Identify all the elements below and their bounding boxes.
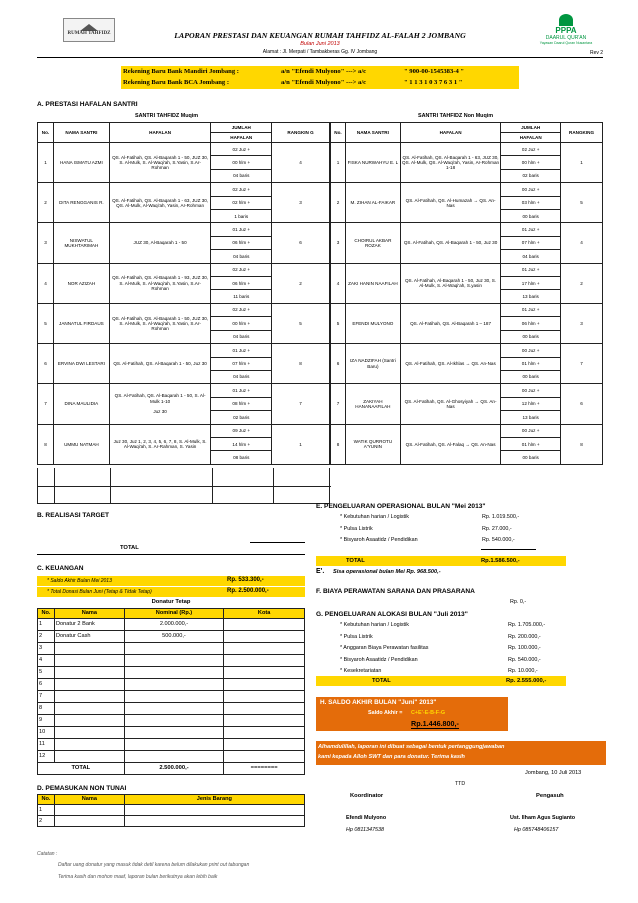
donatur-nominal: 500.000,- xyxy=(124,631,224,643)
pemasukan-non-tunai-table xyxy=(37,794,305,827)
expense-label: * Pulsa Listrik xyxy=(340,633,373,640)
pengasuh-name: Ust. Ilham Agus Sugianto xyxy=(510,815,576,821)
santri-no: 6 xyxy=(38,344,54,384)
col-no: No. xyxy=(38,795,55,805)
santri-name: JANNATUL FIRDAUS xyxy=(53,303,109,343)
santri-hafalan: JUZ 30, Al-Baqarah 1 - 50 xyxy=(109,223,211,263)
santri-jumlah: 08 hlm + xyxy=(211,397,272,410)
donatur-kota xyxy=(224,751,305,763)
table-row xyxy=(331,344,603,357)
santri-name: DITA RENGGANIS R. xyxy=(53,183,109,223)
santri-jumlah: 1 baris xyxy=(211,210,272,223)
santri-jumlah: 07 hlm + xyxy=(501,236,561,249)
donatur-nama xyxy=(54,643,124,655)
santri-jumlah: 01 Juz + xyxy=(501,303,561,316)
santri-jumlah: 00 Juz + xyxy=(501,183,561,196)
col-jumlah: JUMLAH xyxy=(501,123,561,133)
santri-jumlah: 00 baris xyxy=(501,451,561,464)
header-line xyxy=(37,57,603,58)
col-no: No. xyxy=(331,123,346,143)
closing-message-box: Alhamdulillah, laporan ini dibuat sebagai bentuk pertanggungjawaban kami kepada Alloh SWT dan para donatur. Terima kasih xyxy=(316,741,606,765)
table-row xyxy=(38,631,305,643)
bank1-name: a/n "Efendi Mulyono" ---> a/c xyxy=(281,68,367,75)
expense-label: * Bisyaroh Asaatidz / Pendidikan xyxy=(340,656,418,663)
table-row xyxy=(331,424,603,437)
section-f-value: Rp. 0,- xyxy=(510,599,527,605)
expense-label: * Anggaran Biaya Perawatan fasilitas xyxy=(340,645,429,651)
donatur-nominal xyxy=(124,751,224,763)
santri-no: 3 xyxy=(38,223,54,263)
bank1-account: " 900-00-1545383-4 " xyxy=(404,68,465,75)
donatur-kota xyxy=(224,631,305,643)
donatur-no: 10 xyxy=(38,727,55,739)
santri-jumlah: 14 hlm + xyxy=(211,437,272,450)
donatur-nominal xyxy=(124,643,224,655)
pengasuh-role: Pengasuh xyxy=(536,793,564,799)
col-ranking: RANGKING xyxy=(561,123,603,143)
section-g-title: G. PENGELUARAN ALOKASI BULAN "Juli 2013" xyxy=(316,611,468,618)
sisa-operasional: Sisa operasional bulan Mei Rp. 968.500,- xyxy=(333,569,441,575)
santri-name: CHOIRUL AKBAR ROZAK xyxy=(345,223,400,263)
santri-jumlah: 01 Juz + xyxy=(501,263,561,276)
table-row xyxy=(38,715,305,727)
table-row xyxy=(331,263,603,276)
santri-hafalan: QS. Al-Fatihah, QS. Al-Falaq → QS. An-Nas xyxy=(400,424,500,464)
donatur-no: 5 xyxy=(38,667,55,679)
expense-label: * Kesekretariatan xyxy=(340,668,382,674)
table-row xyxy=(331,303,603,316)
section-e-total-row: TOTAL Rp.1.586.500,- xyxy=(316,556,566,566)
table-row xyxy=(38,727,305,739)
santri-jumlah: 00 baris xyxy=(501,210,561,223)
donatur-kota xyxy=(224,643,305,655)
donatur-nama: Donatur Cash xyxy=(54,631,124,643)
santri-no: 1 xyxy=(38,143,54,183)
santri-jumlah: 01 Juz + xyxy=(501,223,561,236)
santri-name: NISWATUL MUKHTARIMAH xyxy=(53,223,109,263)
donatur-nama xyxy=(54,679,124,691)
donatur-kota xyxy=(224,667,305,679)
santri-jumlah: 02 Juz + xyxy=(211,263,272,276)
santri-no: 4 xyxy=(331,263,346,303)
santri-no: 3 xyxy=(331,223,346,263)
donatur-nama xyxy=(54,655,124,667)
donatur-nama xyxy=(54,739,124,751)
expense-label: * Bisyaroh Asaatidz / Pendidikan xyxy=(340,537,418,543)
donatur-no: 2 xyxy=(38,631,55,643)
pppa-logo: PPPA DAARUL QUR'AN Yayasan Daarul Quran Nusantara xyxy=(526,14,606,48)
santri-jumlah: 00 Juz + xyxy=(501,424,561,437)
section-c-title: C. KEUANGAN xyxy=(37,565,84,572)
table-row xyxy=(38,703,305,715)
saldo-akhir-box: H. SALDO AKHIR BULAN "Juni" 2013" Saldo Akhir = C+E'-E-B-F-G Rp.1.446.800,- xyxy=(316,697,508,731)
house-icon xyxy=(80,24,98,31)
donatur-nominal xyxy=(124,679,224,691)
expense-label: * Pulsa Listrik xyxy=(340,525,373,532)
santri-ranking: 1 xyxy=(272,424,330,464)
col-kota: Kota xyxy=(224,609,305,619)
col-nama: NAMA SANTRI xyxy=(345,123,400,143)
santri-muqim-table xyxy=(37,122,330,465)
santri-no: 7 xyxy=(331,384,346,424)
santri-jumlah: 00 baris xyxy=(501,370,561,383)
santri-hafalan: QS. Al-Fatihah, QS. Al-Ikhlas → QS. An-Nas xyxy=(400,344,500,384)
table-row xyxy=(331,183,603,196)
santri-no: 8 xyxy=(38,424,54,464)
santri-name: FISKA NURWAHYU E. L xyxy=(345,143,400,183)
santri-no: 4 xyxy=(38,263,54,303)
santri-jumlah: 13 baris xyxy=(501,411,561,424)
col-nama: Nama xyxy=(54,609,124,619)
ttd-label: TTD xyxy=(455,781,466,787)
santri-ranking: 8 xyxy=(561,424,603,464)
santri-jumlah: 01 hlm + xyxy=(501,357,561,370)
santri-jumlah: 17 hlm + xyxy=(501,277,561,290)
santri-jumlah: 07 hlm + xyxy=(211,357,272,370)
table-row xyxy=(38,344,330,357)
pengasuh-phone: Hp 085748406157 xyxy=(514,827,559,833)
table-row xyxy=(331,384,603,397)
santri-jumlah: 01 Juz + xyxy=(211,223,272,236)
santri-ranking: 7 xyxy=(561,344,603,384)
closing-date: Jombang, 10 Juli 2013 xyxy=(525,770,582,776)
donatur-nama xyxy=(54,691,124,703)
santri-no: 6 xyxy=(331,344,346,384)
santri-jumlah: 00 baris xyxy=(501,330,561,343)
santri-ranking: 3 xyxy=(561,303,603,343)
col-nama: NAMA SANTRI xyxy=(53,123,109,143)
santri-jumlah: 00 hlm + xyxy=(211,156,272,169)
bank-info-bar xyxy=(121,66,519,89)
table-row xyxy=(38,223,330,236)
table-row xyxy=(38,619,305,631)
donatur-nominal xyxy=(124,703,224,715)
santri-ranking: 6 xyxy=(561,384,603,424)
section-f-title: F. BIAYA PERAWATAN SARANA DAN PRASARANA xyxy=(316,588,475,595)
col-ranking: RANGKIN G xyxy=(272,123,330,143)
donatur-nominal xyxy=(124,727,224,739)
koordinator-name: Efendi Mulyono xyxy=(346,815,387,821)
section-b-title: B. REALISASI TARGET xyxy=(37,512,110,519)
santri-jumlah: 00 Juz + xyxy=(501,384,561,397)
santri-hafalan: QS. Al-Fatihah, QS. Al-Baqarah 1 - 50, JUZ 30, S. Al-Mulk, S. Al-Waqi'ah, S.Yasin, S.Ar-Rohman xyxy=(109,303,211,343)
santri-hafalan: QS. Al-Fatihah, QS. Al-Humazah → QS. An-Nas xyxy=(400,183,500,223)
expense-value: Rp. 200.000,- xyxy=(508,633,541,640)
santri-jumlah: 00 hlm + xyxy=(501,156,561,169)
santri-name: UMMU NATMAH xyxy=(53,424,109,464)
catatan-line2: Terima kasih dan mohon maaf, laporan bulan berikutnya akan lebih baik xyxy=(58,874,218,880)
santri-name: ZAKIYAH HANANAAFILAH xyxy=(345,384,400,424)
table-row xyxy=(38,739,305,751)
donatur-nominal xyxy=(124,739,224,751)
col-jumlah: JUMLAH xyxy=(211,123,272,133)
santri-jumlah: 06 hlm + xyxy=(211,236,272,249)
santri-jumlah: 06 hlm + xyxy=(211,277,272,290)
donatur-nama xyxy=(54,703,124,715)
santri-hafalan: QS. Al-Fatihah, QS. Al-Baqarah 1 – 187 xyxy=(400,303,500,343)
donatur-nominal: 2.000.000,- xyxy=(124,619,224,631)
expense-value: Rp. 1.019.500,- xyxy=(482,514,520,520)
santri-no: 2 xyxy=(331,183,346,223)
saldo-row: * Saldo Akhir Bulan Mei 2013 Rp. 533.300,- xyxy=(37,576,305,586)
santri-no: 5 xyxy=(38,303,54,343)
col-nominal: Nominal (Rp.) xyxy=(124,609,224,619)
col-jenis: Jenis Barang xyxy=(124,795,304,805)
santri-hafalan: QS. Al-Fatihah, QS. Al-Baqarah 1 - 50, JUZ 30, S. Al-Mulk, S. Al-Waqi'ah, S.Yasin, S.Ar-Rohman xyxy=(109,143,211,183)
santri-jumlah: 02 Juz + xyxy=(211,183,272,196)
donatur-nama xyxy=(54,751,124,763)
santri-jumlah: 03 hlm + xyxy=(501,196,561,209)
col-nama: Nama xyxy=(54,795,124,805)
santri-name: NOR AZIZAH xyxy=(53,263,109,303)
right-table-title: SANTRI TAHFIDZ Non Muqim xyxy=(418,113,494,119)
donatur-kota xyxy=(224,727,305,739)
donatur-kota xyxy=(224,739,305,751)
expense-value: Rp. 1.705.000,- xyxy=(508,622,546,628)
section-b-line2 xyxy=(37,554,305,555)
table-row xyxy=(38,384,330,397)
col-no: No. xyxy=(38,609,55,619)
santri-no: 1 xyxy=(331,143,346,183)
catatan-line1: Daftar uang donatur yang masuk tidak detil karena belum dilakukan print out tabungan xyxy=(58,862,250,868)
santri-jumlah: 11 baris xyxy=(211,290,272,303)
santri-ranking: 4 xyxy=(272,143,330,183)
donatur-nama xyxy=(54,715,124,727)
bank2-name: a/n "Efendi Mulyono" ---> a/c xyxy=(281,79,367,86)
table-row xyxy=(38,679,305,691)
donatur-no: 6 xyxy=(38,679,55,691)
section-b-line xyxy=(250,542,305,543)
table-row xyxy=(38,143,330,156)
table-row xyxy=(38,263,330,276)
section-e-line xyxy=(481,549,536,550)
donatur-no: 11 xyxy=(38,739,55,751)
expense-value: Rp. 540.000,- xyxy=(508,656,541,663)
donatur-kota xyxy=(224,715,305,727)
table-row xyxy=(38,667,305,679)
catatan-label: Catatan : xyxy=(37,851,58,857)
santri-hafalan: QS. Al-Fatihah, QS. Al-Baqarah 1 - 50, Juz 30 xyxy=(109,344,211,384)
bank2-account: " 1 1 3 1 0 3 7 6 3 1 " xyxy=(404,79,463,86)
donatur-nominal xyxy=(124,667,224,679)
table-row xyxy=(331,223,603,236)
koordinator-role: Koordinator xyxy=(350,793,384,799)
santri-jumlah: 02 Juz + xyxy=(211,143,272,156)
left-table-empty-block xyxy=(37,468,330,504)
left-table-title: SANTRI TAHFIDZ Muqim xyxy=(135,113,199,119)
donatur-no: 8 xyxy=(38,703,55,715)
santri-jumlah: 01 Juz + xyxy=(211,344,272,357)
donatur-no: 7 xyxy=(38,691,55,703)
santri-ranking: 5 xyxy=(272,303,330,343)
santri-non-muqim-table xyxy=(330,122,603,465)
table-row xyxy=(331,143,603,156)
santri-ranking: 6 xyxy=(272,223,330,263)
santri-jumlah: 02 Juz + xyxy=(211,303,272,316)
expense-value: Rp. 27.000,- xyxy=(482,525,512,532)
santri-jumlah: 04 baris xyxy=(211,330,272,343)
section-b-total: TOTAL xyxy=(120,545,139,551)
address: Alamat : Jl. Merpati / Tambakberas Gg. IV Jombang xyxy=(262,49,378,55)
santri-jumlah: 04 baris xyxy=(211,250,272,263)
santri-no: 7 xyxy=(38,384,54,424)
donatur-no: 4 xyxy=(38,655,55,667)
donatur-nama xyxy=(54,727,124,739)
santri-jumlah: 01 Juz + xyxy=(211,384,272,397)
santri-jumlah: 09 Juz + xyxy=(211,424,272,437)
santri-no: 5 xyxy=(331,303,346,343)
donatur-total-value: 2.500.000,- xyxy=(124,763,224,775)
santri-jumlah: 08 baris xyxy=(211,451,272,464)
section-g-total-row: TOTAL Rp. 2.555.000,- xyxy=(316,676,566,686)
santri-ranking: 4 xyxy=(561,223,603,263)
table-row xyxy=(38,655,305,667)
donatur-tetap-title: Donatur Tetap xyxy=(151,599,191,605)
santri-jumlah: 06 hlm + xyxy=(501,317,561,330)
santri-name: HANA ISMATU AZMI xyxy=(53,143,109,183)
table-row xyxy=(38,424,330,437)
table-row xyxy=(38,643,305,655)
donatur-no: 9 xyxy=(38,715,55,727)
santri-ranking: 7 xyxy=(272,384,330,424)
santri-jumlah: 04 baris xyxy=(211,370,272,383)
santri-no: 2 xyxy=(38,183,54,223)
santri-name: IZA NADZIFAH (Santri Baru) xyxy=(345,344,400,384)
expense-value: Rp. 10.000,- xyxy=(508,668,538,674)
santri-jumlah: 02 hlm + xyxy=(211,196,272,209)
santri-name: ERVINA DWI LESTARI xyxy=(53,344,109,384)
list-item-no: 1 xyxy=(38,805,55,816)
santri-name: ZAKI HANIN NAAFILAH xyxy=(345,263,400,303)
pppa-emblem-icon xyxy=(559,14,573,26)
section-e-title: E. PENGELUARAN OPERASIONAL BULAN "Mei 2013" xyxy=(316,503,486,510)
santri-ranking: 3 xyxy=(272,183,330,223)
santri-jumlah: 00 hlm + xyxy=(211,317,272,330)
donatur-nominal xyxy=(124,691,224,703)
santri-ranking: 1 xyxy=(561,143,603,183)
santri-hafalan: QS. Al-Fatihah, QS. Al-Baqarah 1 - 50, S. Al-Mulk 1-10 Juz 30 xyxy=(109,384,211,424)
expense-label: * Kebutuhan harian / Logistik xyxy=(340,514,409,520)
santri-name: M. ZIHAN AL-FAIKAR xyxy=(345,183,400,223)
bank2-label: Rekening Baru Bank BCA Jombang : xyxy=(123,79,230,86)
page-title: LAPORAN PRESTASI DAN KEUANGAN RUMAH TAHFIDZ AL-FALAH 2 JOMBANG xyxy=(174,31,466,40)
santri-hafalan: QS. Al-Fatihah, QS. Al-Baqarah 1 - 93, JUZ 30, S. Al-Mulk, S. Al-Waqi'ah, S.Yasin, S.Ar-Rohman xyxy=(109,263,211,303)
donatur-nama xyxy=(54,667,124,679)
rev-label: Rev 2 xyxy=(590,50,604,56)
col-hafalan-count: HAFALAN xyxy=(211,133,272,143)
donasi-row: * Total Donasi Bulan Juni (Tetap & Tidak Tetap) Rp. 2.500.000,- xyxy=(37,587,305,597)
santri-jumlah: 01 hlm + xyxy=(501,437,561,450)
donatur-nama: Donatur 2 Bank xyxy=(54,619,124,631)
table-row xyxy=(38,691,305,703)
col-hafalan: HAFALAN xyxy=(400,123,500,143)
donatur-kota xyxy=(224,679,305,691)
santri-ranking: 8 xyxy=(272,344,330,384)
santri-jumlah: 00 Juz + xyxy=(501,344,561,357)
santri-jumlah: 02 baris xyxy=(211,411,272,424)
santri-hafalan: QS. Al-Fatihah, Al-Baqarah 1 - 50, Juz 30, S. Al-Mulk, S. Al-Waqi'ah, S.yasin xyxy=(400,263,500,303)
bank1-label: Rekening Baru Bank Mandiri Jombang : xyxy=(123,68,239,75)
table-row xyxy=(38,183,330,196)
table-row xyxy=(38,751,305,763)
sisa-prefix: E'. xyxy=(316,568,325,575)
donatur-nominal xyxy=(124,655,224,667)
rumah-tahfidz-logo: RUMAH TAHFIDZ xyxy=(63,18,115,42)
list-item-no: 2 xyxy=(38,816,55,827)
santri-no: 8 xyxy=(331,424,346,464)
santri-name: WATIK QURROTU A'YUNIN xyxy=(345,424,400,464)
section-a-title: A. PRESTASI HAFALAN SANTRI xyxy=(37,101,138,108)
col-hafalan-count: HAFALAN xyxy=(501,133,561,143)
donatur-kota xyxy=(224,691,305,703)
santri-ranking: 2 xyxy=(272,263,330,303)
donatur-kota xyxy=(224,655,305,667)
koordinator-phone: Hp 0811347538 xyxy=(346,827,384,833)
santri-ranking: 5 xyxy=(561,183,603,223)
donatur-tetap-table xyxy=(37,608,305,775)
donatur-nominal xyxy=(124,715,224,727)
donatur-kota xyxy=(224,619,305,631)
table-row xyxy=(38,303,330,316)
col-hafalan: HAFALAN xyxy=(109,123,211,143)
santri-name: EFENDI MULYONO xyxy=(345,303,400,343)
santri-hafalan: QS. Al-Fatihah, QS. Al-Baqarah 1 - 63, JUZ 30, QS. Al-Mulk, QS. Al-Waqi'ah, Yasin, Ar-Rohman 1-18 xyxy=(400,143,500,183)
santri-jumlah: 02 Juz + xyxy=(501,143,561,156)
page-subtitle: Bulan Juni 2013 xyxy=(300,41,340,47)
santri-name: DINA MAULIDIA xyxy=(53,384,109,424)
donatur-no: 3 xyxy=(38,643,55,655)
santri-ranking: 2 xyxy=(561,263,603,303)
donatur-no: 12 xyxy=(38,751,55,763)
santri-hafalan: Juz 30, Juz 1, 2, 3, 4, 5, 6, 7, 8, S. Al-Mulk, S. Al-Waqi'ah, S. Ar-Rahman, S. Yasin xyxy=(109,424,211,464)
expense-value: Rp. 540.000,- xyxy=(482,537,515,543)
col-no: No. xyxy=(38,123,54,143)
donatur-total-label: TOTAL xyxy=(38,763,125,775)
santri-hafalan: QS. Al-Fatihah, QS. Al-Ghosyiyah → QS. An-Nas xyxy=(400,384,500,424)
section-d-title: D. PEMASUKAN NON TUNAI xyxy=(37,785,127,792)
expense-value: Rp. 100.000,- xyxy=(508,645,541,651)
donatur-total-eq: ======== xyxy=(224,763,305,775)
santri-jumlah: 04 baris xyxy=(211,169,272,182)
donatur-no: 1 xyxy=(38,619,55,631)
donatur-kota xyxy=(224,703,305,715)
santri-jumlah: 02 baris xyxy=(501,169,561,182)
santri-hafalan: QS. Al-Fatihah, QS. Al-Baqarah 1 - 50, Juz 30 xyxy=(400,223,500,263)
santri-hafalan: QS. Al-Fatihah, QS. Al-Baqarah 1 - 63, JUZ 30, QS. Al-Mulk, Al-Waqi'ah, Yasin, Ar-Rohman xyxy=(109,183,211,223)
expense-label: * Kebutuhan harian / Logistik xyxy=(340,622,409,628)
santri-jumlah: 13 baris xyxy=(501,290,561,303)
santri-jumlah: 04 baris xyxy=(501,250,561,263)
santri-jumlah: 12 hlm + xyxy=(501,397,561,410)
